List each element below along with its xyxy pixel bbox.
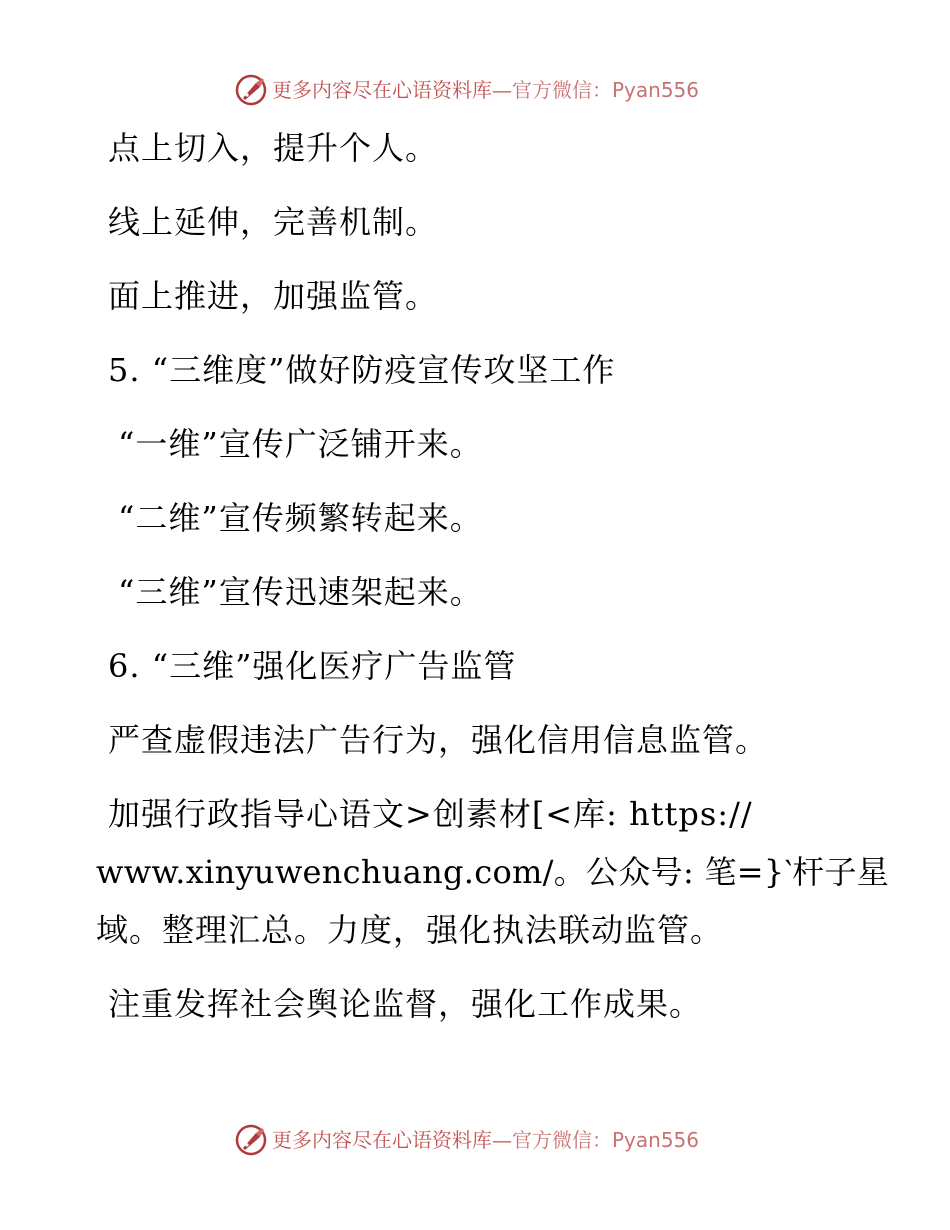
pen-nib-logo-icon — [234, 73, 268, 107]
body-line: 域。整理汇总。力度，强化执法联动监管。 — [96, 911, 724, 949]
body-line: “三维”宣传迅速架起来。 — [118, 573, 483, 611]
body-line: “一维”宣传广泛铺开来。 — [118, 425, 483, 463]
body-line: 点上切入，提升个人。 — [108, 129, 439, 167]
body-line: “二维”宣传频繁转起来。 — [118, 499, 483, 537]
body-line: 线上延伸，完善机制。 — [108, 203, 439, 241]
section-heading: 5. “三维度”做好防疫宣传攻坚工作 — [108, 351, 616, 389]
banner-text — [272, 1128, 699, 1152]
body-line: www.xinyuwenchuang.com/。公众号: 笔=}‵杆子星 — [96, 853, 890, 891]
banner-contact: 官方微信：Pyan556 — [512, 1128, 700, 1152]
banner-separator: — — [492, 78, 512, 102]
banner-text — [272, 78, 699, 102]
header-banner — [0, 70, 950, 110]
section-heading: 6. “三维”强化医疗广告监管 — [108, 647, 517, 685]
banner-separator: — — [492, 1128, 512, 1152]
pen-nib-logo-icon — [234, 1123, 268, 1157]
body-line: 注重发挥社会舆论监督，强化工作成果。 — [108, 985, 703, 1023]
banner-title: 更多内容尽在心语资料库 — [272, 78, 492, 102]
body-line: 面上推进，加强监管。 — [108, 277, 439, 315]
body-line: 严查虚假违法广告行为，强化信用信息监管。 — [108, 721, 769, 759]
banner-title: 更多内容尽在心语资料库 — [272, 1128, 492, 1152]
body-line: 加强行政指导心语文>创素材[<库: https:// — [108, 795, 753, 833]
footer-banner — [0, 1120, 950, 1160]
banner-contact: 官方微信：Pyan556 — [512, 78, 700, 102]
